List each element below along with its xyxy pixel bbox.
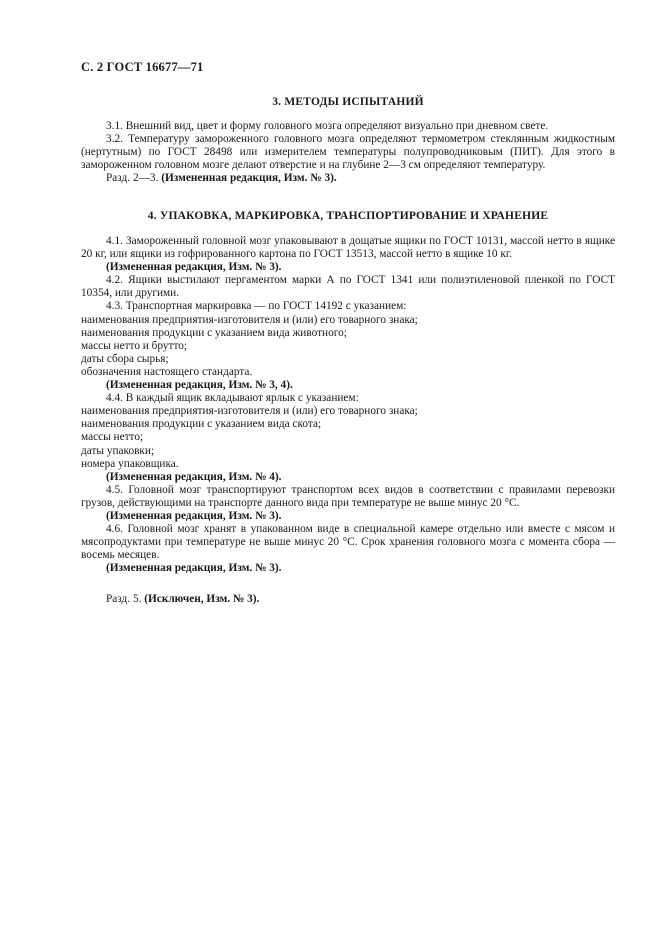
- list-item: номера упаковщика.: [81, 457, 179, 470]
- paragraph-4-5: 4.5. Головной мозг транспортируют транспортом всех видов в соответствии с правилами перевозки грузов, действующими на транспорте данного вида при температуре не выше минус 20 °С.: [81, 483, 615, 509]
- list-item: даты сбора сырья;: [81, 352, 169, 365]
- revision-ref-text: (Исключен, Изм. № 3).: [144, 593, 260, 605]
- page-header: С. 2 ГОСТ 16677—71: [81, 60, 204, 74]
- list-item: массы нетто;: [81, 431, 144, 444]
- paragraph-4-1: 4.1. Замороженный головной мозг упаковывают в дощатые ящики по ГОСТ 10131, массой нетто в ящике 20 кг, или ящики из гофрированного картона по ГОСТ 13513, массой нетто в ящике 10 кг.: [81, 235, 615, 261]
- list-item: даты упаковки;: [81, 444, 155, 457]
- paragraph-4-6: 4.6. Головной мозг хранят в упакованном виде в специальной камере отдельно или вместе с мясом и мясопродуктами при температуре не выше минус 20 °С. Срок хранения головного мозга с момента сбора — восемь месяцев.: [81, 523, 615, 562]
- paragraph-3-2: 3.2. Температуру замороженного головного мозга определяют термометром стеклянным жидкостным (нертутным) по ГОСТ 28498 или измерителем температуры полупроводниковым (ПИТ). Для этого в замороженном головном мозге делают отверстие и на глубине 2—3 см определяют температуру.: [81, 133, 615, 172]
- list-item: наименования предприятия-изготовителя и (или) его товарного знака;: [81, 313, 418, 326]
- revision-note-4-6: (Измененная редакция, Изм. № 3).: [106, 562, 282, 575]
- paragraph-3-1: 3.1. Внешний вид, цвет и форму головного мозга определяют визуально при дневном свете.: [106, 120, 549, 132]
- list-item: наименования продукции с указанием вида животного;: [81, 326, 347, 339]
- section-5-revision-note: [81, 593, 615, 606]
- paragraph-4-2: 4.2. Ящики выстилают пергаментом марки А по ГОСТ 1341 или полиэтиленовой пленкой по ГОСТ 10354, или другими.: [81, 274, 615, 300]
- list-item: обозначения настоящего стандарта.: [81, 365, 253, 378]
- revision-note-4-3: (Измененная редакция, Изм. № 3, 4).: [106, 379, 293, 392]
- section-5-body: [81, 593, 615, 606]
- paragraph-4-3: 4.3. Транспортная маркировка — по ГОСТ 14192 с указанием:: [106, 300, 407, 313]
- section-2-3-revision-note: [81, 172, 615, 185]
- revision-note-4-4: (Измененная редакция, Изм. № 4).: [106, 470, 282, 483]
- revision-ref-prefix: Разд. 5.: [106, 593, 145, 605]
- revision-ref-text: (Измененная редакция, Изм. № 3).: [161, 172, 337, 185]
- section-4-body: [81, 235, 615, 575]
- section-4-title: 4. УПАКОВКА, МАРКИРОВКА, ТРАНСПОРТИРОВАНИЕ И ХРАНЕНИЕ: [147, 210, 549, 222]
- paragraph-4-4: 4.4. В каждый ящик вкладывают ярлык с указанием:: [106, 392, 359, 405]
- list-item: массы нетто и брутто;: [81, 339, 188, 352]
- revision-note-4-5: (Измененная редакция, Изм. № 3).: [106, 509, 282, 522]
- section-3-body: [81, 120, 615, 185]
- revision-note-4-1: (Измененная редакция, Изм. № 3).: [106, 261, 282, 274]
- list-item: наименования предприятия-изготовителя и (или) его товарного знака;: [81, 405, 418, 418]
- list-item: наименования продукции с указанием вида скота;: [81, 418, 322, 431]
- revision-ref-prefix: Разд. 2—3.: [106, 172, 162, 185]
- section-3-title: 3. МЕТОДЫ ИСПЫТАНИЙ: [272, 96, 424, 108]
